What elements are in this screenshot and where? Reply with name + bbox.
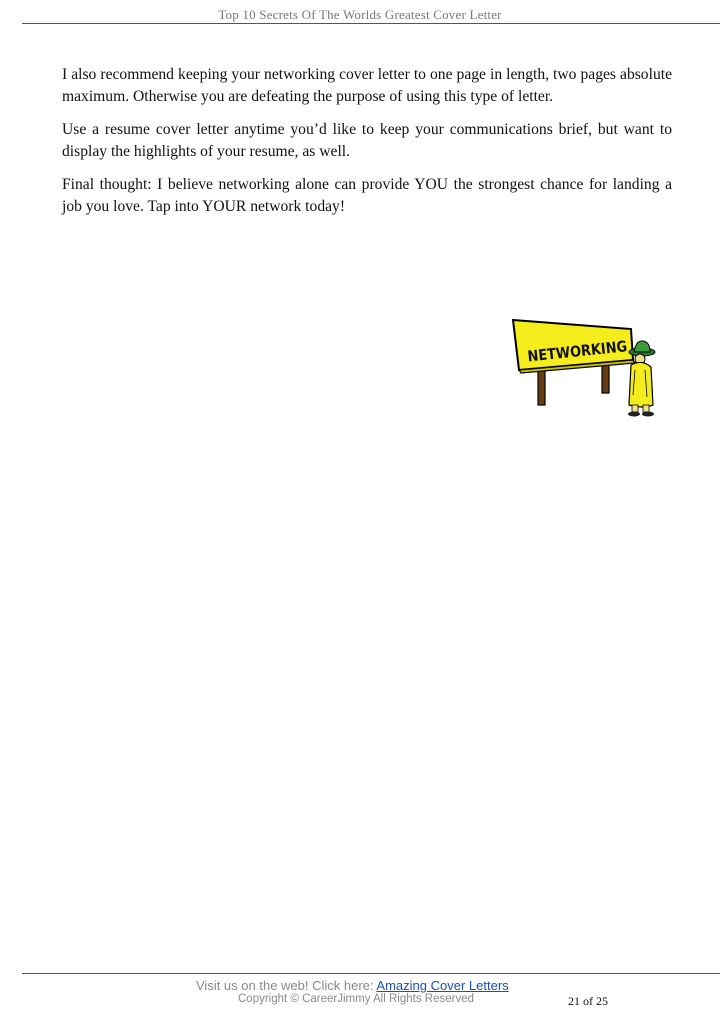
yellow-coat (629, 362, 653, 407)
footer-visit-text: Visit us on the web! Click here: (196, 978, 377, 993)
shoe-right (642, 412, 654, 417)
sign-text: NETWORKING (526, 335, 644, 366)
header-divider (22, 23, 720, 24)
page-number: 21 of 25 (568, 994, 608, 1008)
paragraph-3: Final thought: I believe networking alone can provide YOU the strongest chance for landing a job you love. Tap into YOUR network today! (62, 176, 672, 215)
paragraph-2: Use a resume cover letter anytime you’d like to keep your communications brief, but want to display the highlights of your resume, as well. (62, 121, 672, 160)
amazing-cover-letters-link[interactable]: Amazing Cover Letters (376, 978, 509, 993)
body-text (62, 64, 672, 229)
footer-copyright: Copyright © CareerJimmy All Rights Reserved (238, 993, 474, 1005)
footer-visit-line (196, 978, 596, 993)
header-title: Top 10 Secrets Of The Worlds Greatest Cover Letter (218, 7, 502, 22)
shoe-left (628, 412, 640, 417)
footer-divider (22, 973, 720, 974)
paragraph-1: I also recommend keeping your networking cover letter to one page in length, two pages absolute maximum. Otherwise you are defeating the purpose of using this type of letter. (62, 66, 672, 105)
hat-crown (634, 341, 650, 352)
networking-sign-illustration (505, 315, 670, 425)
